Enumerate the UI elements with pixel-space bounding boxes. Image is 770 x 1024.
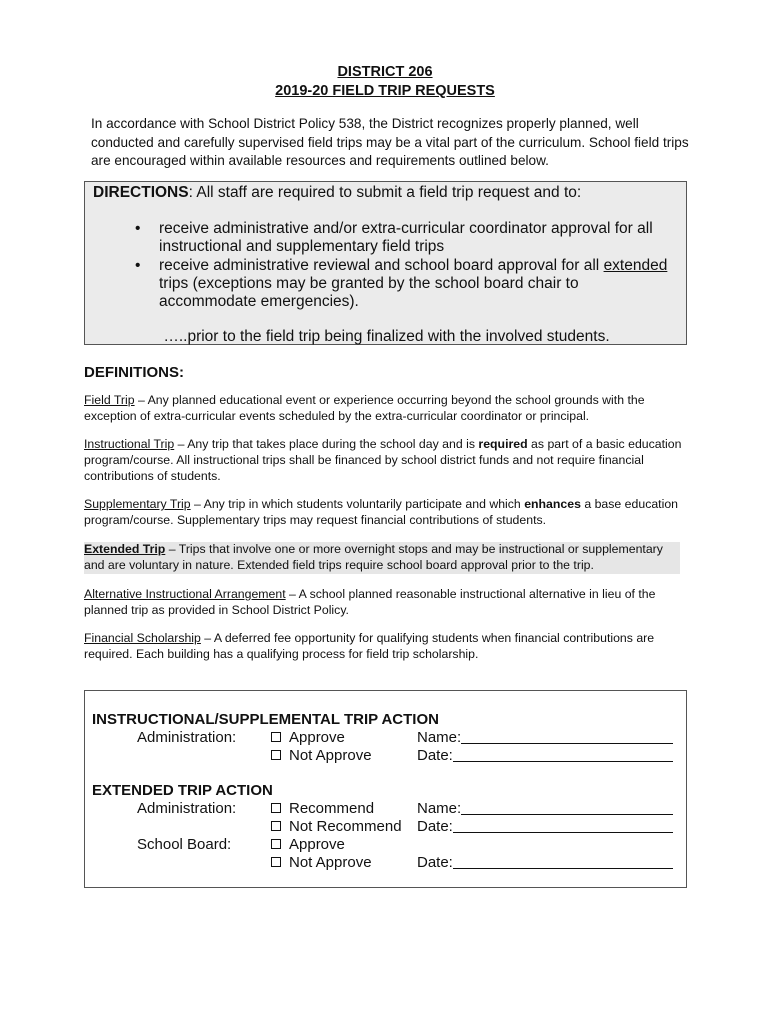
name-label: Name: bbox=[417, 800, 462, 817]
recommend-label: Recommend bbox=[289, 800, 375, 817]
checkbox-icon bbox=[271, 750, 281, 760]
definition-text: – Any trip that takes place during the school day and is bbox=[174, 437, 479, 451]
directions-box bbox=[84, 181, 687, 345]
administration-label: Administration: bbox=[137, 729, 237, 746]
definition-emphasis: enhances bbox=[524, 497, 581, 511]
definition-text: as part of a basic education program/course. All instructional trips shall be financed by school district funds and not require financial contributions of students. bbox=[84, 437, 682, 483]
directions-lead: : All staff are required to submit a field trip request and to: bbox=[188, 184, 582, 201]
school-board-not-approve-row bbox=[85, 854, 688, 872]
intro-paragraph: In accordance with School District Policy 538, the District recognizes properly planned, well conducted and carefully supervised field trips may be a vital part of the curriculum. School field trips are encouraged within available resources and requirements outlined below. bbox=[91, 116, 689, 168]
trip-action-box bbox=[84, 690, 687, 888]
board-not-approve-checkbox[interactable] bbox=[271, 854, 372, 871]
approve-checkbox[interactable] bbox=[271, 729, 345, 746]
not-approve-label: Not Approve bbox=[289, 854, 372, 871]
school-board-approve-row bbox=[85, 836, 688, 854]
definition-term: Field Trip bbox=[84, 393, 135, 407]
definition-instructional-trip bbox=[84, 437, 684, 484]
instructional-action-heading: INSTRUCTIONAL/SUPPLEMENTAL TRIP ACTION bbox=[92, 711, 439, 728]
definition-text: – A deferred fee opportunity for qualifying students when financial contributions are required. Each building has a qualifying process for field trip scholarship. bbox=[84, 631, 655, 661]
definition-term: Extended Trip bbox=[84, 542, 166, 556]
directions-item bbox=[135, 220, 675, 257]
date-field[interactable] bbox=[417, 854, 673, 871]
directions-heading bbox=[93, 184, 581, 202]
checkbox-icon bbox=[271, 803, 281, 813]
definition-emphasis: required bbox=[478, 437, 528, 451]
definition-text: a base education program/course. Supplementary trips may request financial contributions of students. bbox=[84, 497, 679, 527]
directions-list bbox=[135, 220, 675, 311]
extended-recommend-row bbox=[85, 800, 688, 818]
name-field[interactable] bbox=[417, 800, 673, 817]
definitions-heading: DEFINITIONS: bbox=[84, 364, 184, 381]
recommend-checkbox[interactable] bbox=[271, 800, 374, 817]
date-label: Date: bbox=[417, 854, 453, 871]
date-line bbox=[453, 855, 673, 869]
date-label: Date: bbox=[417, 818, 453, 835]
directions-footer: …..prior to the field trip being finalized with the involved students. bbox=[163, 328, 610, 345]
approve-label: Approve bbox=[289, 729, 345, 746]
definition-text: – Any trip in which students voluntarily participate and which bbox=[190, 497, 525, 511]
directions-item bbox=[135, 257, 675, 312]
instructional-not-approve-row bbox=[85, 747, 688, 765]
definition-extended-trip bbox=[84, 542, 680, 574]
not-recommend-checkbox[interactable] bbox=[271, 818, 402, 835]
definition-term: Instructional Trip bbox=[84, 437, 175, 451]
school-board-label: School Board: bbox=[137, 836, 232, 853]
definition-text: – Trips that involve one or more overnight stops and may be instructional or supplementary and are voluntary in nature. Extended field trips require school board approval prior to the trip. bbox=[84, 542, 663, 572]
definition-financial-scholarship bbox=[84, 631, 684, 663]
definition-supplementary-trip bbox=[84, 497, 684, 529]
date-line bbox=[453, 819, 673, 833]
name-label: Name: bbox=[417, 729, 462, 746]
checkbox-icon bbox=[271, 857, 281, 867]
bullet-icon: • bbox=[135, 220, 141, 237]
checkbox-icon bbox=[271, 732, 281, 742]
directions-item-emphasis: extended bbox=[603, 256, 668, 274]
definition-field-trip bbox=[84, 393, 684, 425]
name-field[interactable] bbox=[417, 729, 673, 746]
not-approve-checkbox[interactable] bbox=[271, 747, 372, 764]
directions-item-text: receive administrative reviewal and school board approval for all bbox=[159, 256, 604, 274]
extended-not-recommend-row bbox=[85, 818, 688, 836]
directions-item-text: receive administrative and/or extra-curricular coordinator approval for all instructional and supplementary field trips bbox=[159, 220, 653, 256]
checkbox-icon bbox=[271, 821, 281, 831]
instructional-approve-row bbox=[85, 729, 688, 747]
district-title: DISTRICT 206 bbox=[337, 64, 433, 80]
date-label: Date: bbox=[417, 747, 453, 764]
definition-term: Financial Scholarship bbox=[84, 631, 201, 645]
date-field[interactable] bbox=[417, 747, 673, 764]
definition-term: Alternative Instructional Arrangement bbox=[84, 587, 286, 601]
bullet-icon: • bbox=[135, 256, 141, 274]
not-recommend-label: Not Recommend bbox=[289, 818, 402, 835]
board-approve-checkbox[interactable] bbox=[271, 836, 345, 853]
extended-action-heading: EXTENDED TRIP ACTION bbox=[92, 782, 273, 799]
definition-text: – Any planned educational event or experience occurring beyond the school grounds with the exception of extra-curricular events scheduled by the extra-curricular coordinator or principal. bbox=[84, 393, 645, 423]
date-field[interactable] bbox=[417, 818, 673, 835]
definition-term: Supplementary Trip bbox=[84, 497, 191, 511]
directions-item-text: trips (exceptions may be granted by the school board chair to accommodate emergencies). bbox=[159, 274, 579, 311]
page-title: 2019-20 FIELD TRIP REQUESTS bbox=[275, 83, 495, 99]
name-line bbox=[461, 801, 673, 815]
name-line bbox=[461, 730, 673, 744]
approve-label: Approve bbox=[289, 836, 345, 853]
administration-label: Administration: bbox=[137, 800, 237, 817]
checkbox-icon bbox=[271, 839, 281, 849]
date-line bbox=[453, 748, 673, 762]
definition-alternative-arrangement bbox=[84, 587, 684, 619]
definition-text: – A school planned reasonable instructional alternative in lieu of the planned trip as provided in School District Policy. bbox=[84, 587, 656, 617]
directions-label: DIRECTIONS bbox=[93, 184, 189, 201]
not-approve-label: Not Approve bbox=[289, 747, 372, 764]
